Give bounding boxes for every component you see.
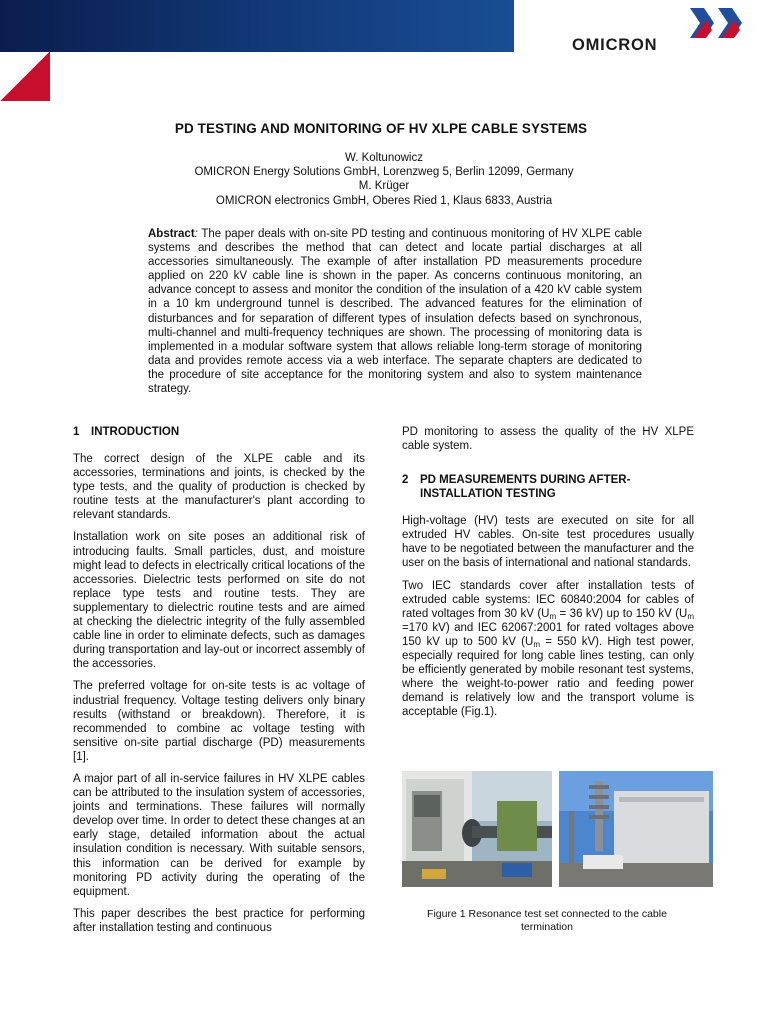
p2-text-1: Two IEC standards cover after installation tests of extruded cable systems: IEC 60840:2004 for cables of rated voltages from 30 kV (U: [402, 579, 694, 620]
omicron-logo-icon: [690, 8, 746, 38]
author-block: [60, 151, 708, 208]
p2-text-2: = 36 kV) up to 150 kV (U: [556, 607, 688, 620]
paper-title: PD TESTING AND MONITORING OF HV XLPE CABLE SYSTEMS: [174, 121, 588, 136]
section-2-paragraph-2: [402, 579, 694, 720]
section-2-title: PD MEASUREMENTS DURING AFTER-INSTALLATION TESTING: [420, 474, 631, 501]
section-1-title: INTRODUCTION: [91, 426, 180, 438]
abstract-text: The paper deals with on-site PD testing and continuous monitoring of HV XLPE cable systems and describes the method that can detect and locate partial discharges at all accessories simultaneously. The example of after installation PD measurements procedure applied on 220 kV cable line is shown in the paper. As concerns continuous monitoring, an advance concept to assess and monitor the condition of the insulation of a 420 kV cable system in a 10 km underground tunnel is described. The advanced features for the elimination of disturbances and for separation of different types of insulation defects based on synchronous, multi-channel and multi-frequency techniques are shown. The processing of monitoring data is implemented in a modular software system that allows reliable long-term storage of monitoring data and provides remote access via a web interface. The separate chapters are dedicated to the procedure of site acceptance for the monitoring system and also to system maintenance strategy.: [148, 228, 642, 396]
abstract: [148, 227, 642, 396]
section-2-number: 2: [402, 474, 409, 487]
section-2-paragraph-1: High-voltage (HV) tests are executed on site for all extruded HV cables. On-site test procedures usually have to be negotiated between the manufacturer and the user on the basis of international and national standards.: [402, 515, 694, 570]
author-affiliation-2: OMICRON electronics GmbH, Oberes Ried 1, Klaus 6833, Austria: [215, 194, 553, 207]
p2-sub-1: m: [549, 611, 557, 621]
section-2-heading: [402, 473, 694, 501]
figure-1-caption: Figure 1 Resonance test set connected to the cable termination: [427, 908, 667, 933]
red-corner-accent: [0, 52, 50, 101]
p2-text-4: = 550 kV). High test power, especially required for long cable lines testing, can only be efficiently generated by mobile resonant test systems, where the weight-to-power ratio and feeding power demand is relatively low and the transport volume is acceptable (Fig.1).: [402, 635, 695, 719]
section-1-heading: [73, 425, 365, 439]
section-1-paragraph-4: A major part of all in-service failures in HV XLPE cables can be attributed to the insulation system of accessories, joints and terminations. These failures will normally develop over time. In order to detect these changes at an early stage, detailed information about the actual insulation condition is necessary. With suitable sensors, this information can be derived for example by monitoring PD activity during the operating of the equipment.: [73, 772, 365, 898]
right-column: [402, 425, 694, 728]
section-1-number: 1: [73, 426, 80, 438]
p2-text-3: =170 kV) and IEC 62067:2001 for rated voltages above 150 kV up to 500 kV (U: [402, 621, 694, 648]
section-1-paragraph-2: Installation work on site poses an additional risk of introducing faults. Small particles, dust, and moisture might lead to defects in electrically critical locations of the accessories. Dielectric tests performed on site do not replace type tests and routine tests. They are supplementary to dielectric routine tests and are aimed at checking the dielectric integrity of the fully assembled cable line in order to eliminate defects, such as damages during transportation and lay-out or incorrect assembly of the accessories.: [73, 531, 365, 671]
p2-sub-2: m: [687, 611, 694, 621]
section-1-paragraph-1: The correct design of the XLPE cable and its accessories, terminations and joints, is checked by the type tests, and the quality of production is checked by routine tests at the manufacturer's plant according to relevant standards.: [73, 453, 365, 522]
author-name-2: M. Krüger: [358, 180, 410, 193]
section-1-paragraph-5: This paper describes the best practice for performing after installation testing and continuous: [73, 907, 365, 934]
omicron-logo-text: OMICRON: [572, 36, 658, 54]
p2-sub-3: m: [533, 639, 540, 649]
left-column: [73, 425, 365, 943]
figure-1-photos: [402, 771, 712, 887]
author-affiliation-1: OMICRON Energy Solutions GmbH, Lorenzweg 5, Berlin 12099, Germany: [194, 166, 574, 179]
section-1-continuation: PD monitoring to assess the quality of the HV XLPE cable system.: [402, 426, 694, 453]
author-name-1: W. Koltunowicz: [345, 152, 423, 164]
header-banner: [0, 0, 514, 52]
figure-1-photo-cable-termination: [559, 771, 713, 887]
abstract-label: Abstract: [148, 228, 195, 240]
abstract-colon: :: [194, 228, 198, 240]
section-1-paragraph-3: The preferred voltage for on-site tests is ac voltage of industrial frequency. Voltage testing delivers only binary results (withstand or breakdown). Therefore, it is recommended to combine ac voltage testing with sensitive on-site partial discharge (PD) measurements [1].: [73, 680, 365, 763]
figure-1-photo-test-set: [402, 771, 552, 887]
